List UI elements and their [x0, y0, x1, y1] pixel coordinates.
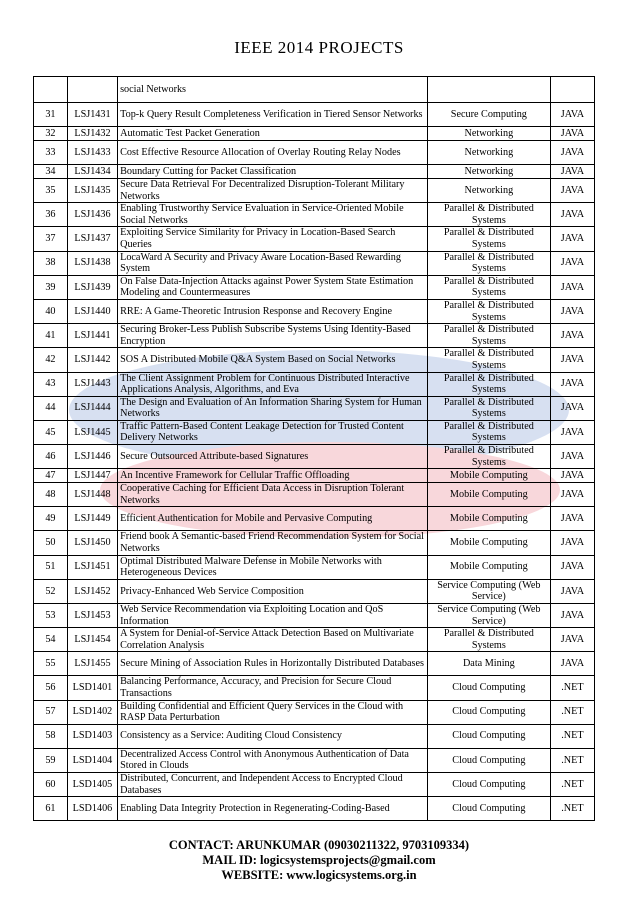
project-technology: JAVA	[550, 127, 594, 141]
project-technology: JAVA	[550, 251, 594, 275]
project-technology: JAVA	[550, 275, 594, 299]
row-number: 51	[34, 555, 68, 579]
project-code: LSJ1439	[67, 275, 117, 299]
row-number: 56	[34, 676, 68, 700]
projects-table-body	[34, 77, 595, 821]
project-title: Building Confidential and Efficient Query Services in the Cloud with RASP Data Perturbation	[118, 700, 428, 724]
table-row	[34, 227, 595, 251]
table-row	[34, 299, 595, 323]
project-title: Efficient Authentication for Mobile and Pervasive Computing	[118, 507, 428, 531]
row-number: 41	[34, 324, 68, 348]
project-code: LSJ1445	[67, 420, 117, 444]
row-number: 38	[34, 251, 68, 275]
project-domain: Parallel & Distributed Systems	[427, 628, 550, 652]
project-title: Web Service Recommendation via Exploiting Location and QoS Information	[118, 604, 428, 628]
project-technology: .NET	[550, 797, 594, 821]
project-technology: .NET	[550, 676, 594, 700]
project-code: LSD1404	[67, 748, 117, 772]
project-technology: JAVA	[550, 483, 594, 507]
table-row	[34, 420, 595, 444]
table-row	[34, 469, 595, 483]
project-title: Enabling Trustworthy Service Evaluation in Service-Oriented Mobile Social Networks	[118, 203, 428, 227]
project-code: LSJ1448	[67, 483, 117, 507]
project-domain: Parallel & Distributed Systems	[427, 372, 550, 396]
table-row	[34, 275, 595, 299]
project-title: Secure Mining of Association Rules in Horizontally Distributed Databases	[118, 652, 428, 676]
row-number: 52	[34, 579, 68, 603]
project-title: An Incentive Framework for Cellular Traffic Offloading	[118, 469, 428, 483]
project-title: Friend book A Semantic-based Friend Recommendation System for Social Networks	[118, 531, 428, 555]
project-domain: Parallel & Distributed Systems	[427, 203, 550, 227]
row-number: 47	[34, 469, 68, 483]
project-domain: Mobile Computing	[427, 483, 550, 507]
project-title: Optimal Distributed Malware Defense in Mobile Networks with Heterogeneous Devices	[118, 555, 428, 579]
table-row	[34, 141, 595, 165]
project-technology: JAVA	[550, 348, 594, 372]
table-row	[34, 396, 595, 420]
project-domain: Networking	[427, 165, 550, 179]
project-technology: .NET	[550, 772, 594, 796]
project-domain: Parallel & Distributed Systems	[427, 275, 550, 299]
project-title: Boundary Cutting for Packet Classification	[118, 165, 428, 179]
row-number: 39	[34, 275, 68, 299]
project-title: Consistency as a Service: Auditing Cloud Consistency	[118, 724, 428, 748]
project-title: Automatic Test Packet Generation	[118, 127, 428, 141]
project-technology: JAVA	[550, 652, 594, 676]
row-number: 40	[34, 299, 68, 323]
row-number: 31	[34, 103, 68, 127]
contact-line: CONTACT: ARUNKUMAR (09030211322, 9703109334)	[168, 838, 470, 852]
row-number: 48	[34, 483, 68, 507]
project-code: LSJ1440	[67, 299, 117, 323]
project-code: LSJ1447	[67, 469, 117, 483]
project-technology: JAVA	[550, 227, 594, 251]
project-technology: JAVA	[550, 299, 594, 323]
project-code: LSJ1446	[67, 445, 117, 469]
project-code: LSJ1432	[67, 127, 117, 141]
project-technology: JAVA	[550, 469, 594, 483]
project-title: Traffic Pattern-Based Content Leakage Detection for Trusted Content Delivery Networks	[118, 420, 428, 444]
project-technology: JAVA	[550, 445, 594, 469]
project-domain: Parallel & Distributed Systems	[427, 396, 550, 420]
project-code: LSJ1450	[67, 531, 117, 555]
table-row	[34, 724, 595, 748]
project-technology: JAVA	[550, 141, 594, 165]
project-domain: Parallel & Distributed Systems	[427, 251, 550, 275]
project-domain: Cloud Computing	[427, 676, 550, 700]
project-title: Decentralized Access Control with Anonymous Authentication of Data Stored in Clouds	[118, 748, 428, 772]
table-row	[34, 127, 595, 141]
project-technology: JAVA	[550, 420, 594, 444]
table-row	[34, 531, 595, 555]
row-number: 34	[34, 165, 68, 179]
table-row	[34, 372, 595, 396]
project-domain: Networking	[427, 127, 550, 141]
project-domain: Parallel & Distributed Systems	[427, 227, 550, 251]
project-code	[67, 77, 117, 103]
project-code: LSJ1438	[67, 251, 117, 275]
project-domain: Parallel & Distributed Systems	[427, 299, 550, 323]
project-code: LSJ1437	[67, 227, 117, 251]
row-number: 57	[34, 700, 68, 724]
project-code: LSD1406	[67, 797, 117, 821]
row-number: 46	[34, 445, 68, 469]
project-title: A System for Denial-of-Service Attack Detection Based on Multivariate Correlation Analysis	[118, 628, 428, 652]
project-code: LSJ1434	[67, 165, 117, 179]
project-title: LocaWard A Security and Privacy Aware Location-Based Rewarding System	[118, 251, 428, 275]
row-number: 43	[34, 372, 68, 396]
project-code: LSD1401	[67, 676, 117, 700]
table-row	[34, 700, 595, 724]
table-row	[34, 748, 595, 772]
project-technology: .NET	[550, 748, 594, 772]
project-technology	[550, 77, 594, 103]
table-row	[34, 772, 595, 796]
project-domain: Secure Computing	[427, 103, 550, 127]
project-technology: JAVA	[550, 628, 594, 652]
project-title: Top-k Query Result Completeness Verification in Tiered Sensor Networks	[118, 103, 428, 127]
row-number: 45	[34, 420, 68, 444]
row-number: 42	[34, 348, 68, 372]
table-row	[34, 604, 595, 628]
project-domain: Mobile Computing	[427, 555, 550, 579]
table-row	[34, 203, 595, 227]
project-technology: .NET	[550, 700, 594, 724]
project-code: LSJ1454	[67, 628, 117, 652]
project-domain: Networking	[427, 179, 550, 203]
project-code: LSD1405	[67, 772, 117, 796]
project-domain: Parallel & Distributed Systems	[427, 445, 550, 469]
project-domain: Parallel & Distributed Systems	[427, 324, 550, 348]
projects-table	[33, 76, 595, 821]
project-domain: Networking	[427, 141, 550, 165]
project-code: LSJ1444	[67, 396, 117, 420]
project-domain: Cloud Computing	[427, 700, 550, 724]
project-code: LSJ1449	[67, 507, 117, 531]
project-technology: JAVA	[550, 203, 594, 227]
table-row	[34, 445, 595, 469]
project-title: Cooperative Caching for Efficient Data Access in Disruption Tolerant Networks	[118, 483, 428, 507]
table-row	[34, 676, 595, 700]
table-row	[34, 324, 595, 348]
project-title: Secure Data Retrieval For Decentralized Disruption-Tolerant Military Networks	[118, 179, 428, 203]
row-number: 58	[34, 724, 68, 748]
project-technology: JAVA	[550, 555, 594, 579]
table-row	[34, 579, 595, 603]
project-title: Privacy-Enhanced Web Service Composition	[118, 579, 428, 603]
row-number: 44	[34, 396, 68, 420]
project-technology: JAVA	[550, 507, 594, 531]
table-row	[34, 103, 595, 127]
project-technology: JAVA	[550, 103, 594, 127]
table-row	[34, 507, 595, 531]
table-row	[34, 483, 595, 507]
project-title: social Networks	[118, 77, 428, 103]
project-domain: Cloud Computing	[427, 772, 550, 796]
table-row	[34, 555, 595, 579]
project-code: LSJ1433	[67, 141, 117, 165]
project-title: Distributed, Concurrent, and Independent Access to Encrypted Cloud Databases	[118, 772, 428, 796]
page-title: IEEE 2014 PROJECTS	[234, 38, 404, 57]
table-row	[34, 652, 595, 676]
table-row	[34, 165, 595, 179]
project-domain: Mobile Computing	[427, 507, 550, 531]
project-domain: Service Computing (Web Service)	[427, 579, 550, 603]
row-number: 32	[34, 127, 68, 141]
project-title: Exploiting Service Similarity for Privacy in Location-Based Search Queries	[118, 227, 428, 251]
project-code: LSJ1451	[67, 555, 117, 579]
table-row	[34, 628, 595, 652]
project-code: LSD1403	[67, 724, 117, 748]
mail-line: MAIL ID: logicsystemsprojects@gmail.com	[202, 853, 436, 867]
row-number: 59	[34, 748, 68, 772]
project-title: Secure Outsourced Attribute-based Signatures	[118, 445, 428, 469]
table-row	[34, 179, 595, 203]
project-domain: Mobile Computing	[427, 531, 550, 555]
project-domain: Parallel & Distributed Systems	[427, 348, 550, 372]
project-title: Securing Broker-Less Publish Subscribe Systems Using Identity-Based Encryption	[118, 324, 428, 348]
row-number: 54	[34, 628, 68, 652]
project-domain: Parallel & Distributed Systems	[427, 420, 550, 444]
table-row	[34, 348, 595, 372]
project-code: LSJ1453	[67, 604, 117, 628]
project-technology: JAVA	[550, 396, 594, 420]
contact-footer	[0, 838, 638, 883]
project-technology: .NET	[550, 724, 594, 748]
project-domain: Cloud Computing	[427, 748, 550, 772]
project-technology: JAVA	[550, 604, 594, 628]
row-number: 60	[34, 772, 68, 796]
row-number: 55	[34, 652, 68, 676]
project-code: LSJ1452	[67, 579, 117, 603]
project-code: LSJ1443	[67, 372, 117, 396]
project-domain: Data Mining	[427, 652, 550, 676]
row-number: 35	[34, 179, 68, 203]
project-code: LSJ1455	[67, 652, 117, 676]
project-technology: JAVA	[550, 324, 594, 348]
project-title: Balancing Performance, Accuracy, and Precision for Secure Cloud Transactions	[118, 676, 428, 700]
row-number: 53	[34, 604, 68, 628]
row-number	[34, 77, 68, 103]
row-number: 61	[34, 797, 68, 821]
row-number: 49	[34, 507, 68, 531]
project-code: LSJ1435	[67, 179, 117, 203]
table-row	[34, 251, 595, 275]
table-row	[34, 77, 595, 103]
row-number: 33	[34, 141, 68, 165]
row-number: 36	[34, 203, 68, 227]
project-technology: JAVA	[550, 531, 594, 555]
row-number: 37	[34, 227, 68, 251]
project-title: The Client Assignment Problem for Continuous Distributed Interactive Applications Analysis, Algorithms, and Eva	[118, 372, 428, 396]
project-title: Cost Effective Resource Allocation of Overlay Routing Relay Nodes	[118, 141, 428, 165]
website-line: WEBSITE: www.logicsystems.org.in	[221, 868, 417, 882]
project-title: RRE: A Game-Theoretic Intrusion Response and Recovery Engine	[118, 299, 428, 323]
project-code: LSJ1441	[67, 324, 117, 348]
row-number: 50	[34, 531, 68, 555]
project-title: SOS A Distributed Mobile Q&A System Based on Social Networks	[118, 348, 428, 372]
project-technology: JAVA	[550, 179, 594, 203]
project-code: LSJ1436	[67, 203, 117, 227]
project-code: LSJ1431	[67, 103, 117, 127]
table-row	[34, 797, 595, 821]
project-technology: JAVA	[550, 372, 594, 396]
project-technology: JAVA	[550, 579, 594, 603]
project-domain: Mobile Computing	[427, 469, 550, 483]
project-domain: Cloud Computing	[427, 724, 550, 748]
project-technology: JAVA	[550, 165, 594, 179]
project-title: Enabling Data Integrity Protection in Regenerating-Coding-Based	[118, 797, 428, 821]
project-domain: Cloud Computing	[427, 797, 550, 821]
project-domain: Service Computing (Web Service)	[427, 604, 550, 628]
project-title: The Design and Evaluation of An Information Sharing System for Human Networks	[118, 396, 428, 420]
project-domain	[427, 77, 550, 103]
project-code: LSJ1442	[67, 348, 117, 372]
project-code: LSD1402	[67, 700, 117, 724]
project-title: On False Data-Injection Attacks against Power System State Estimation Modeling and Countermeasures	[118, 275, 428, 299]
